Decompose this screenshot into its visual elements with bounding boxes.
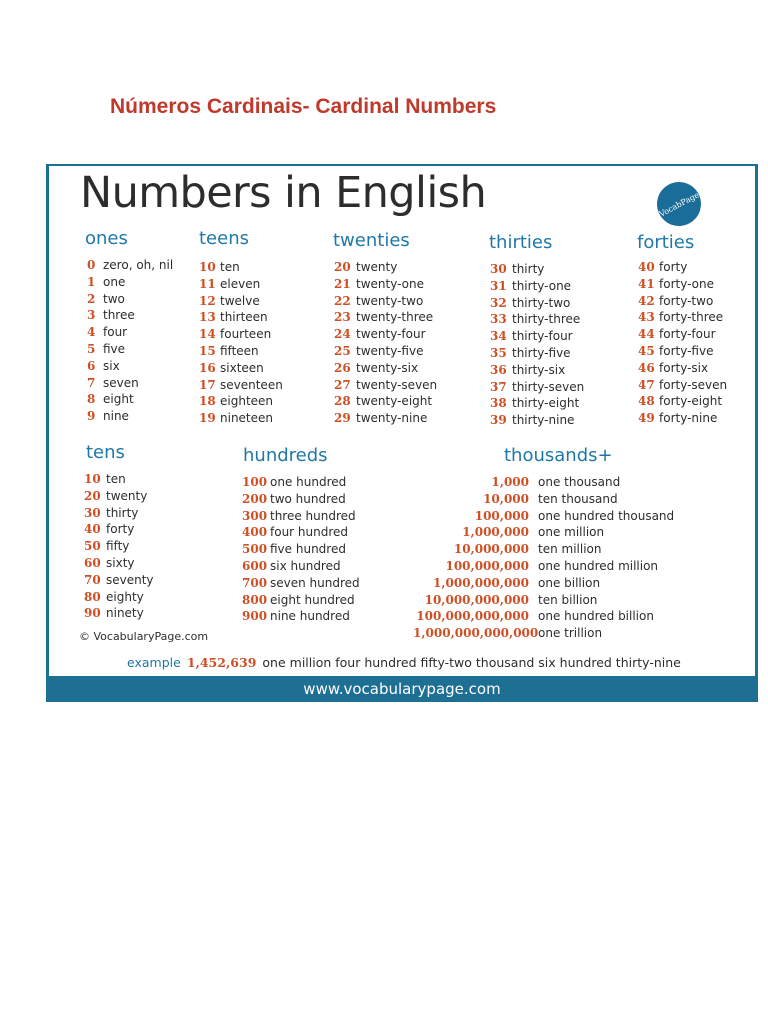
number-word: forty-five bbox=[659, 343, 714, 358]
number-word: thirty-seven bbox=[512, 379, 585, 394]
number-entry bbox=[490, 362, 584, 379]
number-digits: 14 bbox=[199, 327, 216, 342]
number-digits: 10,000,000,000 bbox=[424, 592, 529, 607]
number-word: thirty-one bbox=[512, 278, 572, 293]
number-digits: 28 bbox=[334, 394, 351, 409]
list-thousands bbox=[413, 474, 674, 642]
number-entry bbox=[242, 558, 360, 575]
number-digits: 1,000 bbox=[491, 475, 529, 489]
number-entry bbox=[87, 391, 173, 408]
number-digits: 60 bbox=[84, 555, 101, 570]
number-word: ten bbox=[106, 472, 126, 486]
number-digits: 1,000,000,000,000 bbox=[413, 626, 539, 641]
number-digits: 42 bbox=[638, 293, 655, 308]
number-entry bbox=[84, 555, 154, 572]
number-word: forty-eight bbox=[659, 394, 723, 409]
number-word: nine bbox=[103, 409, 129, 424]
number-entry bbox=[199, 326, 283, 343]
number-entry bbox=[242, 474, 360, 491]
number-word: zero, oh, nil bbox=[103, 258, 174, 272]
number-digits: 100,000,000,000 bbox=[416, 609, 529, 624]
number-word: six bbox=[103, 358, 120, 373]
number-digits: 22 bbox=[334, 293, 351, 308]
number-entry bbox=[334, 343, 437, 360]
number-entry bbox=[84, 589, 154, 606]
number-digits: 90 bbox=[84, 606, 101, 621]
number-entry bbox=[413, 524, 674, 541]
number-digits: 31 bbox=[490, 278, 507, 293]
number-entry bbox=[84, 605, 154, 622]
number-digits: 30 bbox=[84, 505, 101, 520]
list-forties bbox=[638, 259, 727, 427]
number-word: ten bbox=[220, 260, 240, 274]
number-digits: 3 bbox=[87, 308, 96, 323]
number-digits: 40 bbox=[84, 522, 101, 537]
number-entry bbox=[638, 293, 727, 310]
number-word: eighteen bbox=[220, 394, 274, 409]
number-digits: 24 bbox=[334, 327, 351, 342]
number-digits: 400 bbox=[242, 525, 268, 540]
number-entry bbox=[199, 276, 283, 293]
number-entry bbox=[490, 261, 584, 278]
list-teens bbox=[199, 259, 283, 427]
number-digits: 100 bbox=[242, 475, 268, 489]
number-entry bbox=[199, 410, 283, 427]
number-digits: 200 bbox=[242, 491, 268, 506]
number-digits: 12 bbox=[199, 293, 216, 308]
number-word: sixty bbox=[106, 555, 135, 570]
number-word: forty bbox=[659, 260, 688, 274]
number-word: forty-one bbox=[659, 276, 714, 291]
number-entry bbox=[334, 309, 437, 326]
number-digits: 13 bbox=[199, 310, 216, 325]
number-word: eight hundred bbox=[270, 592, 355, 607]
number-entry bbox=[87, 324, 173, 341]
number-entry bbox=[87, 375, 173, 392]
number-word: twenty-seven bbox=[356, 377, 438, 392]
number-digits: 48 bbox=[638, 394, 655, 409]
number-entry bbox=[490, 328, 584, 345]
list-thirties bbox=[490, 261, 584, 429]
number-digits: 49 bbox=[638, 411, 655, 426]
section-heading-forties: forties bbox=[637, 232, 695, 253]
number-word: three bbox=[103, 308, 135, 323]
number-digits: 10 bbox=[84, 472, 101, 486]
section-heading-thousands: thousands+ bbox=[504, 445, 613, 466]
number-word: forty-six bbox=[659, 360, 709, 375]
number-digits: 39 bbox=[490, 413, 507, 428]
number-digits: 1,000,000,000 bbox=[432, 575, 529, 590]
number-digits: 18 bbox=[199, 394, 216, 409]
number-word: thirty-five bbox=[512, 345, 571, 360]
number-digits: 26 bbox=[334, 360, 351, 375]
number-digits: 8 bbox=[87, 392, 96, 407]
number-entry bbox=[413, 625, 674, 642]
number-digits: 600 bbox=[242, 558, 268, 573]
number-entry bbox=[638, 259, 727, 276]
example-label: example bbox=[127, 655, 181, 670]
number-digits: 19 bbox=[199, 411, 216, 426]
number-digits: 15 bbox=[199, 343, 216, 358]
number-digits: 9 bbox=[87, 409, 96, 424]
number-word: one trillion bbox=[538, 626, 603, 641]
number-entry bbox=[334, 293, 437, 310]
number-digits: 41 bbox=[638, 276, 655, 291]
number-word: thirty bbox=[512, 262, 545, 276]
number-digits: 32 bbox=[490, 295, 507, 310]
number-entry bbox=[199, 360, 283, 377]
number-digits: 25 bbox=[334, 343, 351, 358]
number-digits: 45 bbox=[638, 343, 655, 358]
number-entry bbox=[638, 343, 727, 360]
number-digits: 4 bbox=[87, 325, 96, 340]
number-digits: 38 bbox=[490, 396, 507, 411]
number-entry bbox=[413, 558, 674, 575]
number-word: seventy bbox=[106, 572, 154, 587]
number-word: one hundred thousand bbox=[538, 508, 675, 523]
number-digits: 47 bbox=[638, 377, 655, 392]
number-entry bbox=[413, 541, 674, 558]
number-digits: 10 bbox=[199, 260, 216, 274]
number-word: twenty-one bbox=[356, 276, 424, 291]
number-entry bbox=[84, 538, 154, 555]
number-entry bbox=[638, 410, 727, 427]
number-entry bbox=[334, 360, 437, 377]
number-word: three hundred bbox=[270, 508, 356, 523]
vocabpage-logo: VocabPage bbox=[649, 174, 709, 234]
number-word: fifty bbox=[106, 539, 130, 554]
number-entry bbox=[87, 358, 173, 375]
number-word: two hundred bbox=[270, 491, 346, 506]
number-entry bbox=[413, 491, 674, 508]
number-digits: 100,000,000 bbox=[445, 558, 529, 573]
number-word: thirteen bbox=[220, 310, 268, 325]
number-entry bbox=[242, 608, 360, 625]
number-word: thirty-nine bbox=[512, 413, 575, 428]
number-word: one bbox=[103, 274, 126, 289]
number-word: twenty bbox=[106, 488, 148, 503]
number-digits: 29 bbox=[334, 411, 351, 426]
number-digits: 20 bbox=[334, 260, 351, 274]
number-entry bbox=[242, 508, 360, 525]
number-digits: 900 bbox=[242, 609, 268, 624]
number-digits: 37 bbox=[490, 379, 507, 394]
section-heading-hundreds: hundreds bbox=[243, 445, 328, 466]
number-digits: 11 bbox=[199, 276, 216, 291]
page-heading: Números Cardinais- Cardinal Numbers bbox=[110, 95, 497, 118]
number-word: fourteen bbox=[220, 327, 272, 342]
number-entry bbox=[199, 377, 283, 394]
number-entry bbox=[87, 291, 173, 308]
number-entry bbox=[242, 541, 360, 558]
number-entry bbox=[413, 575, 674, 592]
number-entry bbox=[87, 274, 173, 291]
number-digits: 100,000 bbox=[474, 508, 529, 523]
number-word: forty-seven bbox=[659, 377, 728, 392]
number-entry bbox=[490, 395, 584, 412]
number-digits: 300 bbox=[242, 508, 268, 523]
example-text: one million four hundred fifty-two thousand six hundred thirty-nine bbox=[262, 655, 681, 670]
number-word: nineteen bbox=[220, 411, 274, 426]
section-heading-ones: ones bbox=[85, 228, 128, 249]
number-entry bbox=[87, 408, 173, 425]
number-entry bbox=[638, 360, 727, 377]
copyright-text: © VocabularyPage.com bbox=[79, 630, 209, 643]
list-twenties bbox=[334, 259, 437, 427]
number-entry bbox=[242, 592, 360, 609]
number-word: one thousand bbox=[538, 475, 621, 489]
number-word: eight bbox=[103, 392, 134, 407]
section-heading-twenties: twenties bbox=[333, 230, 410, 251]
number-digits: 44 bbox=[638, 327, 655, 342]
number-digits: 34 bbox=[490, 329, 507, 344]
section-heading-thirties: thirties bbox=[489, 232, 553, 253]
example-row bbox=[127, 655, 681, 670]
number-entry bbox=[490, 278, 584, 295]
number-word: twenty-nine bbox=[356, 411, 428, 426]
section-heading-tens: tens bbox=[86, 442, 125, 463]
number-word: thirty-two bbox=[512, 295, 571, 310]
number-word: twenty-five bbox=[356, 343, 424, 358]
number-word: nine hundred bbox=[270, 609, 350, 624]
number-digits: 10,000,000 bbox=[453, 542, 529, 557]
number-entry bbox=[199, 259, 283, 276]
number-word: twenty bbox=[356, 260, 398, 274]
footer-url-bar: www.vocabularypage.com bbox=[46, 676, 758, 702]
number-entry bbox=[87, 257, 173, 274]
number-word: ten million bbox=[538, 542, 602, 557]
number-entry bbox=[334, 276, 437, 293]
number-digits: 50 bbox=[84, 539, 101, 554]
number-entry bbox=[638, 276, 727, 293]
number-word: one hundred billion bbox=[538, 609, 654, 624]
number-entry bbox=[413, 608, 674, 625]
card-title: Numbers in English bbox=[80, 168, 487, 218]
number-digits: 5 bbox=[87, 341, 96, 356]
number-entry bbox=[638, 377, 727, 394]
number-entry bbox=[199, 309, 283, 326]
number-entry bbox=[87, 307, 173, 324]
number-word: seven hundred bbox=[270, 575, 360, 590]
number-word: one hundred million bbox=[538, 558, 659, 573]
number-entry bbox=[413, 592, 674, 609]
number-digits: 27 bbox=[334, 377, 351, 392]
number-digits: 40 bbox=[638, 260, 655, 274]
example-number: 1,452,639 bbox=[186, 655, 257, 670]
number-entry bbox=[490, 295, 584, 312]
number-word: one hundred bbox=[270, 475, 347, 489]
number-digits: 43 bbox=[638, 310, 655, 325]
number-word: fifteen bbox=[220, 343, 259, 358]
number-word: one billion bbox=[538, 575, 601, 590]
number-word: thirty-six bbox=[512, 362, 566, 377]
number-digits: 23 bbox=[334, 310, 351, 325]
number-word: thirty-three bbox=[512, 312, 581, 327]
number-digits: 30 bbox=[490, 262, 507, 276]
number-digits: 700 bbox=[242, 575, 268, 590]
number-word: ten billion bbox=[538, 592, 598, 607]
number-digits: 7 bbox=[87, 375, 96, 390]
number-entry bbox=[413, 508, 674, 525]
number-word: twenty-three bbox=[356, 310, 434, 325]
number-entry bbox=[84, 521, 154, 538]
number-word: twelve bbox=[220, 293, 260, 308]
number-entry bbox=[638, 326, 727, 343]
number-entry bbox=[242, 575, 360, 592]
number-word: twenty-four bbox=[356, 327, 426, 342]
number-digits: 35 bbox=[490, 345, 507, 360]
number-entry bbox=[199, 393, 283, 410]
list-tens bbox=[84, 471, 154, 622]
number-word: five hundred bbox=[270, 542, 346, 557]
number-entry bbox=[413, 474, 674, 491]
number-digits: 33 bbox=[490, 312, 507, 327]
number-digits: 800 bbox=[242, 592, 268, 607]
number-digits: 2 bbox=[87, 291, 96, 306]
number-digits: 500 bbox=[242, 542, 268, 557]
number-word: six hundred bbox=[270, 558, 341, 573]
number-entry bbox=[334, 410, 437, 427]
number-word: eighty bbox=[106, 589, 144, 604]
number-entry bbox=[242, 524, 360, 541]
number-digits: 80 bbox=[84, 589, 101, 604]
number-word: forty-three bbox=[659, 310, 724, 325]
number-word: eleven bbox=[220, 276, 261, 291]
number-digits: 6 bbox=[87, 358, 96, 373]
number-word: twenty-eight bbox=[356, 394, 433, 409]
number-word: seven bbox=[103, 375, 139, 390]
number-entry bbox=[638, 309, 727, 326]
number-digits: 17 bbox=[199, 377, 216, 392]
number-word: forty-nine bbox=[659, 411, 718, 426]
number-word: ten thousand bbox=[538, 491, 618, 506]
number-entry bbox=[84, 471, 154, 488]
number-entry bbox=[199, 293, 283, 310]
number-word: thirty-eight bbox=[512, 396, 580, 411]
number-word: thirty-four bbox=[512, 329, 573, 344]
number-word: four hundred bbox=[270, 525, 349, 540]
number-word: ninety bbox=[106, 606, 144, 621]
number-entry bbox=[199, 343, 283, 360]
number-word: thirty bbox=[106, 505, 139, 520]
number-entry bbox=[490, 311, 584, 328]
number-digits: 0 bbox=[87, 258, 96, 272]
number-word: twenty-six bbox=[356, 360, 419, 375]
number-entry bbox=[84, 572, 154, 589]
number-digits: 10,000 bbox=[483, 491, 529, 506]
number-digits: 36 bbox=[490, 362, 507, 377]
number-entry bbox=[84, 505, 154, 522]
number-entry bbox=[334, 377, 437, 394]
list-ones bbox=[87, 257, 173, 425]
number-entry bbox=[490, 379, 584, 396]
number-entry bbox=[334, 393, 437, 410]
number-digits: 21 bbox=[334, 276, 351, 291]
number-word: forty-four bbox=[659, 327, 716, 342]
numbers-chart-image bbox=[46, 164, 758, 702]
number-entry bbox=[638, 393, 727, 410]
number-word: one million bbox=[538, 525, 605, 540]
number-entry bbox=[87, 341, 173, 358]
number-word: two bbox=[103, 291, 125, 306]
number-digits: 1,000,000 bbox=[462, 525, 529, 540]
number-digits: 16 bbox=[199, 360, 216, 375]
number-word: forty-two bbox=[659, 293, 714, 308]
number-digits: 46 bbox=[638, 360, 655, 375]
number-entry bbox=[490, 345, 584, 362]
number-entry bbox=[242, 491, 360, 508]
number-word: seventeen bbox=[220, 377, 283, 392]
number-word: forty bbox=[106, 522, 135, 537]
number-entry bbox=[84, 488, 154, 505]
number-entry bbox=[334, 259, 437, 276]
number-entry bbox=[490, 412, 584, 429]
number-digits: 70 bbox=[84, 572, 101, 587]
number-word: twenty-two bbox=[356, 293, 424, 308]
number-word: four bbox=[103, 325, 128, 340]
number-word: five bbox=[103, 341, 126, 356]
number-digits: 1 bbox=[87, 274, 96, 289]
section-heading-teens: teens bbox=[199, 228, 249, 249]
list-hundreds bbox=[242, 474, 360, 625]
number-word: sixteen bbox=[220, 360, 264, 375]
number-digits: 20 bbox=[84, 488, 101, 503]
number-entry bbox=[334, 326, 437, 343]
